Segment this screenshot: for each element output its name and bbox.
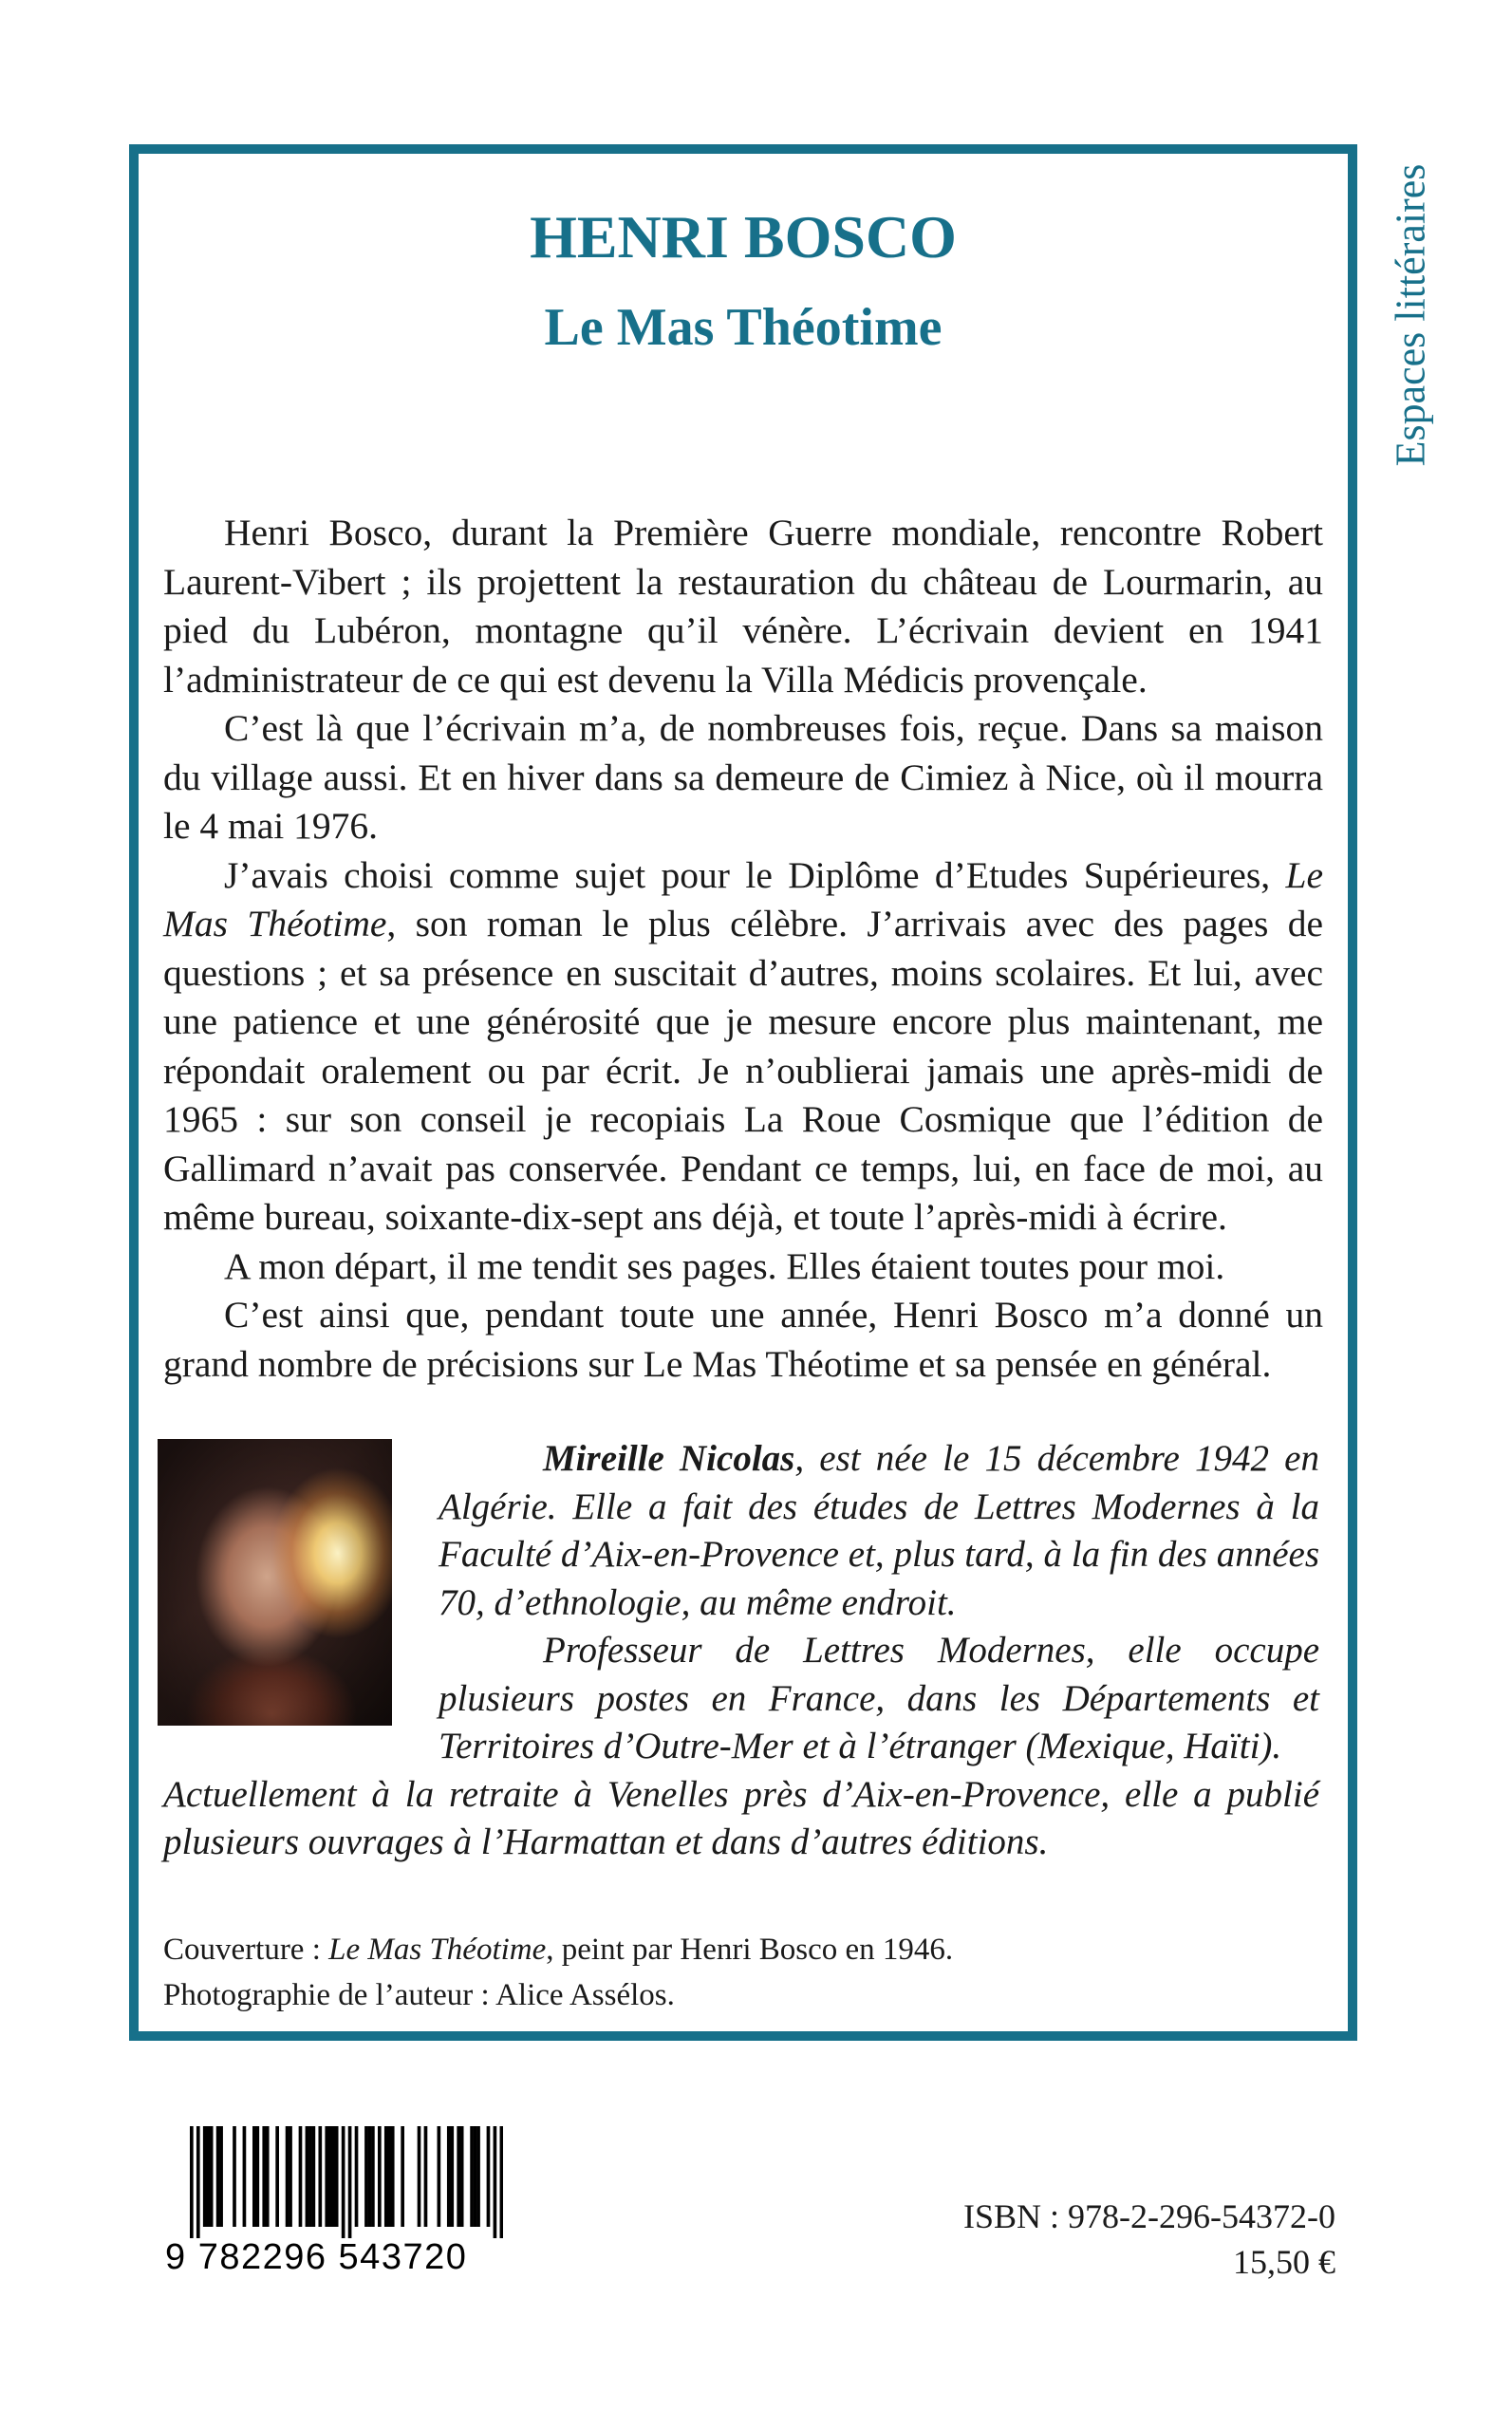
series-name: Espaces littéraires — [1387, 163, 1434, 467]
summary-paragraph-3 — [163, 851, 1323, 1242]
barcode-bar — [424, 2126, 428, 2227]
barcode-bar — [252, 2126, 256, 2227]
barcode-bar — [216, 2126, 220, 2227]
barcode-bar — [364, 2126, 368, 2227]
barcode-bar — [219, 2126, 223, 2227]
barcode-bar — [401, 2126, 404, 2227]
barcode-bar — [474, 2126, 477, 2227]
photo-credit: Photographie de l’auteur : Alice Assélos. — [163, 1978, 675, 2012]
barcode-bar — [470, 2126, 474, 2227]
barcode-bar — [418, 2126, 421, 2227]
barcode-bar — [299, 2126, 303, 2227]
summary-paragraph-2: C’est là que l’écrivain m’a, de nombreuses fois, reçue. Dans sa maison du village aussi. Et en hiver dans sa demeure de Cimiez à Nice, où il mourra le 4 mai 1976. — [163, 707, 1323, 847]
cover-credit — [163, 1927, 953, 1972]
barcode-bar — [391, 2126, 395, 2227]
barcode-bar — [348, 2126, 352, 2238]
price: 15,50 € — [1233, 2243, 1335, 2281]
summary-paragraph-3-start: J’avais choisi comme sujet pour le Diplôme d’Etudes Supérieures, — [224, 853, 1286, 896]
barcode-bar — [325, 2126, 328, 2227]
summary-paragraph-3-end: , son roman le plus célèbre. J’arrivais avec des pages de questions ; et sa présence en suscitait d’autres, moins scolaires. Et lui, avec une patience et une générosité que je mesure encore plus maintenant, me répondait oralement ou par écrit. Je n’oublierai jamais une après-midi de 1965 : sur son conseil je recopiais La Roue Cosmique que l’édition de Gallimard n’avait pas conservée. Pendant ce temps, lui, en face de moi, au même bureau, soixante-dix-sept ans déjà, et toute l’après-midi à écrire. — [163, 903, 1323, 1238]
cover-credit-prefix: Couverture : — [163, 1933, 329, 1967]
barcode-bar — [378, 2126, 382, 2227]
barcode-bar — [243, 2126, 247, 2227]
barcode-bar — [450, 2126, 454, 2227]
barcode-bar — [289, 2126, 292, 2227]
series-label — [1358, 135, 1463, 495]
photo-spacer — [163, 1435, 439, 1729]
barcode-bar — [457, 2126, 460, 2227]
author-name: Mireille Nicolas — [543, 1438, 795, 1479]
barcode-digits: 9 782296 543720 — [165, 2237, 468, 2277]
barcode-bar — [318, 2126, 322, 2227]
barcode-bar — [306, 2126, 309, 2227]
barcode — [165, 2126, 503, 2277]
barcode-bar — [328, 2126, 332, 2227]
barcode-bar — [447, 2126, 451, 2227]
barcode-bar — [266, 2126, 270, 2227]
barcode-bar — [206, 2126, 210, 2227]
summary-paragraph-4: A mon départ, il me tendit ses pages. Elles étaient toutes pour moi. — [224, 1244, 1225, 1287]
summary-paragraph-5: C’est ainsi que, pendant toute une année, Henri Bosco m’a donné un grand nombre de précisions sur Le Mas Théotime et sa pensée en général. — [163, 1294, 1323, 1385]
bio-paragraph-3: Actuellement à la retraite à Venelles près d’Aix-en-Provence, elle a publié plusieurs ouvrages à l’Harmattan et dans d’autres éditions. — [163, 1773, 1319, 1862]
barcode-bar — [355, 2126, 359, 2227]
barcode-bar — [387, 2126, 391, 2227]
barcode-bar — [196, 2126, 200, 2238]
barcode-bar — [494, 2126, 497, 2238]
barcode-bar — [476, 2126, 480, 2227]
barcode-bar — [438, 2126, 441, 2227]
barcode-bar — [210, 2126, 214, 2227]
barcode-bar — [500, 2126, 503, 2238]
book-subtitle: Le Mas Théotime — [544, 298, 943, 357]
bio-paragraph-2: Professeur de Lettres Modernes, elle occupe plusieurs postes en France, dans les Départements et Territoires d’Outre-Mer et à l’étranger (Mexique, Haïti). — [439, 1630, 1319, 1766]
barcode-bar — [312, 2126, 316, 2227]
barcode-bar — [275, 2126, 279, 2227]
barcode-bar — [308, 2126, 312, 2227]
barcode-bar — [371, 2126, 375, 2227]
author-biography — [163, 1435, 1319, 1867]
bio-paragraph-1-text: , est née le 15 décembre 1942 en Algérie. Elle a fait des études de Lettres Modernes à la Faculté d’Aix-en-Provence et, plus tard, à la fin des années 70, d’ethnologie, au même endroit. — [439, 1438, 1319, 1623]
book-author-title: HENRI BOSCO — [530, 203, 957, 271]
barcode-bar — [384, 2126, 388, 2227]
barcode-bar — [331, 2126, 335, 2227]
credits — [163, 1927, 953, 2018]
summary-book-title: Le Mas Théotime — [163, 853, 1323, 944]
barcode-bar — [368, 2126, 372, 2227]
barcode-bar — [255, 2126, 259, 2227]
isbn: ISBN : 978-2-296-54372-0 — [963, 2197, 1335, 2235]
barcode-bars — [165, 2126, 503, 2238]
cover-credit-title: Le Mas Théotime — [328, 1933, 547, 1967]
barcode-bar — [487, 2126, 491, 2227]
barcode-bar — [190, 2126, 194, 2238]
summary-paragraph-1: Henri Bosco, durant la Première Guerre mondiale, rencontre Robert Laurent-Vibert ; ils projettent la restauration du château de Lourmarin, au pied du Lubéron, montagne qu’il vénère. L’écrivain devient en 1941 l’administrateur de ce qui est devenu la Villa Médicis provençale. — [163, 512, 1323, 701]
barcode-bar — [286, 2126, 289, 2227]
back-cover-summary — [163, 509, 1323, 1389]
barcode-bar — [335, 2126, 339, 2227]
barcode-bar — [342, 2126, 345, 2238]
barcode-bar — [203, 2126, 207, 2227]
cover-credit-suffix: , peint par Henri Bosco en 1946. — [546, 1933, 954, 1967]
barcode-bar — [233, 2126, 236, 2227]
barcode-bar — [460, 2126, 464, 2227]
barcode-bar — [262, 2126, 266, 2227]
